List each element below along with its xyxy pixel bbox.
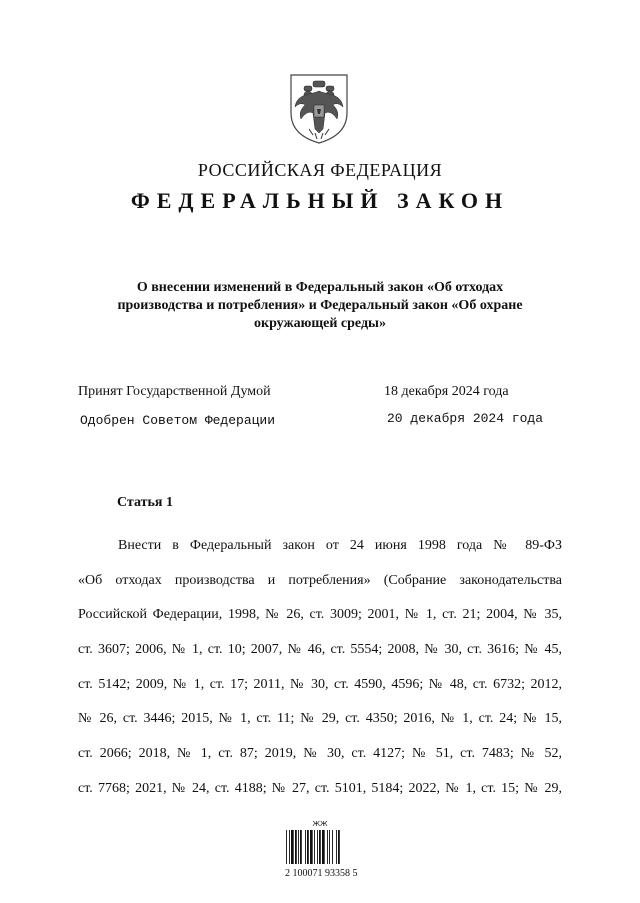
barcode-bar <box>319 830 321 864</box>
barcode-bar <box>310 830 313 864</box>
article-line: Внести в Федеральный закон от 24 июня 1998 года № 89-ФЗ <box>118 538 562 553</box>
article-line: Российской Федерации, 1998, № 26, ст. 3009; 2001, № 1, ст. 21; 2004, № 35, <box>78 607 562 623</box>
council-approval-label: Одобрен Советом Федерации <box>80 413 276 428</box>
law-title-line: окружающей среды» <box>254 316 386 331</box>
article-line: ст. 7768; 2021, № 24, ст. 4188; № 27, ст. 5101, 5184; 2022, № 1, ст. 15; № 29, <box>78 780 562 796</box>
article-body <box>78 529 562 807</box>
duma-adoption-date: 18 декабря 2024 года <box>384 384 509 399</box>
barcode-bar <box>305 830 306 864</box>
article-line: ст. 2066; 2018, № 1, ст. 87; 2019, № 30, ст. 4127; № 51, ст. 7483; № 52, <box>78 746 562 762</box>
barcode-bar <box>291 830 294 864</box>
article-line: № 26, ст. 3446; 2015, № 1, ст. 11; № 29, ст. 4350; 2016, № 1, ст. 24; № 15, <box>78 711 562 727</box>
duma-adoption-label: Принят Государственной Думой <box>78 384 271 399</box>
barcode-bar <box>307 830 309 864</box>
law-title-line: О внесении изменений в Федеральный закон «Об отходах <box>136 280 504 295</box>
barcode-bar <box>338 830 340 864</box>
barcode-bar <box>314 830 315 864</box>
barcode-bar <box>295 830 297 864</box>
barcode-bar <box>286 830 287 864</box>
barcode-bar <box>317 830 318 864</box>
barcode-bar <box>322 830 325 864</box>
article-line: ст. 5142; 2009, № 1, ст. 17; 2011, № 30, ст. 4590, 4596; № 48, ст. 6732; 2012, <box>78 676 562 692</box>
barcode-mark: ЖЖ <box>312 820 328 828</box>
barcode-bar <box>329 830 330 864</box>
law-title-line: производства и потребления» и Федеральный закон «Об охране <box>117 298 523 313</box>
barcode-icon <box>285 830 355 866</box>
barcode-number: 2 100071 93358 5 <box>285 868 358 879</box>
article-heading: Статья 1 <box>117 495 173 510</box>
council-approval-date: 20 декабря 2024 года <box>387 411 544 426</box>
article-line: ст. 3607; 2006, № 1, ст. 10; 2007, № 46, ст. 5554; 2008, № 30, ст. 3616; № 45, <box>78 642 562 658</box>
barcode-bar <box>332 830 333 864</box>
barcode-bar <box>300 830 302 864</box>
country-name: РОССИЙСКАЯ ФЕДЕРАЦИЯ <box>197 160 443 180</box>
law-type-heading: ФЕДЕРАЛЬНЫЙ ЗАКОН <box>130 188 510 213</box>
barcode-bar <box>336 830 337 864</box>
barcode-bar <box>327 830 328 864</box>
barcode-bar <box>298 830 299 864</box>
barcode-bar <box>289 830 290 864</box>
barcode-block <box>285 820 358 879</box>
law-title <box>90 279 550 333</box>
article-line: «Об отходах производства и потребления» (Собрание законодательства <box>78 572 562 588</box>
double-headed-eagle-emblem-icon <box>287 73 351 145</box>
